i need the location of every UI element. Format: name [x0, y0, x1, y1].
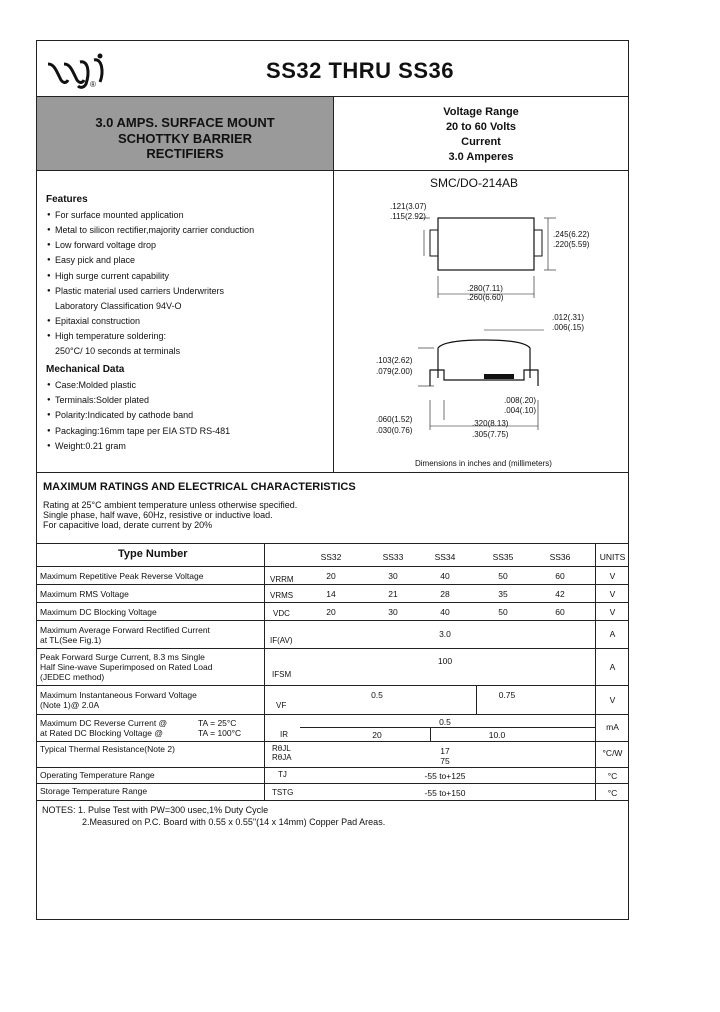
dimensions-note: Dimensions in inches and (millimeters) [415, 459, 552, 468]
row-value: 0.5 [439, 717, 451, 727]
units-header: UNITS [599, 552, 626, 562]
feature-item: ● For surface mounted application [55, 210, 184, 220]
row-label: Operating Temperature Range [40, 770, 155, 780]
row-value: 21 [388, 589, 398, 599]
row-value: 42 [555, 589, 565, 599]
row-label: Maximum RMS Voltage [40, 589, 129, 599]
product-line-3: RECTIFIERS [146, 146, 224, 161]
row-symbol: IR [280, 730, 288, 739]
feature-item: ● Plastic material used carriers Underwriters [55, 286, 224, 296]
row-value: 28 [440, 589, 450, 599]
mechanical-item: ● Polarity:Indicated by cathode band [55, 410, 193, 420]
feature-item: ● Metal to silicon rectifier,majority carrier conduction [55, 225, 254, 235]
row-value: 20 [326, 571, 336, 581]
row-symbol: VF [276, 701, 287, 710]
dim-label: .320(8.13) [472, 419, 509, 428]
row-unit: °C [607, 788, 618, 798]
model-header: SS33 [382, 552, 404, 562]
row-label: (Note 1)@ 2.0A [40, 700, 100, 710]
row-label: Maximum DC Reverse Current @ [40, 718, 168, 728]
row-unit: A [609, 662, 616, 672]
row-value: 30 [388, 607, 398, 617]
row-value: 20 [372, 730, 382, 740]
row-symbol: IF(AV) [270, 636, 293, 645]
row-value: 50 [498, 607, 508, 617]
table-line [430, 727, 431, 741]
row-unit: V [609, 571, 616, 581]
row-symbol: TJ [278, 770, 287, 779]
table-line [300, 727, 595, 728]
features-heading: Features [46, 194, 88, 205]
row-value: 50 [498, 571, 508, 581]
table-line [36, 741, 629, 742]
table-line [36, 584, 629, 585]
row-value: 60 [555, 607, 565, 617]
mechanical-item: ● Packaging:16mm tape per EIA STD RS-481 [55, 426, 230, 436]
current-label: Current [461, 136, 501, 148]
row-value: 10.0 [488, 730, 506, 740]
row-label: (JEDEC method) [40, 672, 105, 682]
row-symbol: VDC [273, 609, 290, 618]
row-value: 0.75 [498, 690, 516, 700]
voltage-range-label: Voltage Range [443, 106, 519, 118]
ratings-note: For capacitive load, derate current by 20% [43, 520, 213, 530]
feature-item: ● High surge current capability [55, 271, 169, 281]
dim-label: .030(0.76) [376, 426, 413, 435]
row-symbol: TSTG [272, 788, 294, 797]
row-condition: TA = 25°C [198, 718, 237, 728]
row-unit: V [609, 695, 616, 705]
row-unit: V [609, 589, 616, 599]
row-label: Maximum Repetitive Peak Reverse Voltage [40, 571, 204, 581]
row-unit: A [609, 629, 616, 639]
divider [36, 472, 629, 473]
feature-item-cont: Laboratory Classification 94V-O [55, 301, 182, 311]
row-value: 40 [440, 571, 450, 581]
row-value: 0.5 [371, 690, 383, 700]
page-title: SS32 THRU SS36 [266, 58, 454, 83]
row-unit: °C [607, 771, 618, 781]
row-value: -55 to+125 [424, 771, 466, 781]
row-value: 17 [440, 746, 450, 756]
row-value: 100 [437, 656, 453, 666]
registered-mark: ® [90, 80, 96, 89]
mechanical-heading: Mechanical Data [46, 364, 125, 375]
feature-item-cont: 250°C/ 10 seconds at terminals [55, 346, 181, 356]
type-number-header: Type Number [118, 548, 188, 560]
current-value: 3.0 Amperes [448, 151, 514, 163]
dim-label: .060(1.52) [376, 415, 413, 424]
dim-label: .280(7.11) [467, 284, 503, 293]
dim-label: .103(2.62) [376, 356, 413, 365]
dim-label: .260(6.60) [467, 293, 504, 302]
row-label: at Rated DC Blocking Voltage @ [40, 728, 163, 738]
model-header: SS36 [549, 552, 571, 562]
row-condition: TA = 100°C [198, 728, 242, 738]
row-unit: mA [606, 722, 619, 732]
dim-label: .305(7.75) [472, 430, 509, 439]
mechanical-item: ● Weight:0.21 gram [55, 441, 126, 451]
feature-item: ● Epitaxial construction [55, 316, 140, 326]
dim-label: .008(.20) [504, 396, 537, 405]
row-label: Storage Temperature Range [40, 786, 148, 796]
note-2: 2.Measured on P.C. Board with 0.55 x 0.55"(14 x 14mm) Copper Pad Areas. [82, 817, 386, 827]
row-label: Maximum Average Forward Rectified Current [40, 625, 210, 635]
table-line [36, 800, 629, 801]
table-line [36, 767, 629, 768]
row-label: Half Sine-wave Superimposed on Rated Load [40, 662, 213, 672]
dim-label: .006(.15) [552, 323, 585, 332]
feature-item: ● High temperature soldering: [55, 331, 166, 341]
row-value: 14 [326, 589, 336, 599]
mechanical-item: ● Case:Molded plastic [55, 380, 136, 390]
row-label: Maximum DC Blocking Voltage [40, 607, 157, 617]
row-symbol: RθJA [272, 753, 292, 762]
mechanical-item: ● Terminals:Solder plated [55, 395, 149, 405]
row-symbol: RθJL [272, 744, 291, 753]
divider [36, 170, 629, 171]
table-line [36, 783, 629, 784]
dim-label: .115(2.92) [390, 212, 426, 221]
row-value: 3.0 [439, 629, 451, 639]
feature-item: ● Low forward voltage drop [55, 240, 156, 250]
row-value: 75 [440, 756, 450, 766]
row-value: -55 to+150 [424, 788, 466, 798]
row-value: 60 [555, 571, 565, 581]
package-name: SMC/DO-214AB [430, 176, 519, 190]
table-line [36, 620, 629, 621]
row-label: Maximum Instantaneous Forward Voltage [40, 690, 197, 700]
voltage-range-value: 20 to 60 Volts [445, 121, 517, 133]
table-line [36, 543, 629, 544]
dim-label: .004(.10) [504, 406, 537, 415]
table-line [264, 543, 265, 800]
row-value: 20 [326, 607, 336, 617]
ratings-note: Rating at 25°C ambient temperature unless otherwise specified. [43, 500, 298, 510]
model-header: SS35 [492, 552, 514, 562]
table-line [36, 714, 629, 715]
row-value: 40 [440, 607, 450, 617]
row-label: at TL(See Fig.1) [40, 635, 102, 645]
row-symbol: VRRM [270, 575, 294, 584]
table-line [36, 602, 629, 603]
dim-label: .220(5.59) [553, 240, 590, 249]
row-symbol: VRMS [270, 591, 294, 600]
dim-label: .012(.31) [552, 313, 585, 322]
row-label: Peak Forward Surge Current, 8.3 ms Single [40, 652, 205, 662]
table-line [36, 648, 629, 649]
row-value: 30 [388, 571, 398, 581]
row-symbol: IFSM [272, 670, 292, 679]
row-unit: V [609, 607, 616, 617]
model-header: SS32 [320, 552, 342, 562]
row-unit: °C/W [602, 748, 623, 758]
table-line [36, 685, 629, 686]
row-value: 35 [498, 589, 508, 599]
table-line [476, 685, 477, 714]
dim-label: .121(3.07) [390, 202, 427, 211]
ratings-heading: MAXIMUM RATINGS AND ELECTRICAL CHARACTERISTICS [43, 481, 356, 493]
product-line-1: 3.0 AMPS. SURFACE MOUNT [95, 115, 275, 130]
dim-label: .079(2.00) [376, 367, 413, 376]
feature-item: ● Easy pick and place [55, 255, 135, 265]
note-1: NOTES: 1. Pulse Test with PW=300 usec,1% Duty Cycle [42, 805, 269, 815]
dim-label: .245(6.22) [553, 230, 590, 239]
row-label: Typical Thermal Resistance(Note 2) [40, 744, 175, 754]
table-line [36, 566, 629, 567]
model-header: SS34 [434, 552, 456, 562]
product-line-2: SCHOTTKY BARRIER [117, 131, 253, 146]
ratings-note: Single phase, half wave, 60Hz, resistive or inductive load. [43, 510, 273, 520]
